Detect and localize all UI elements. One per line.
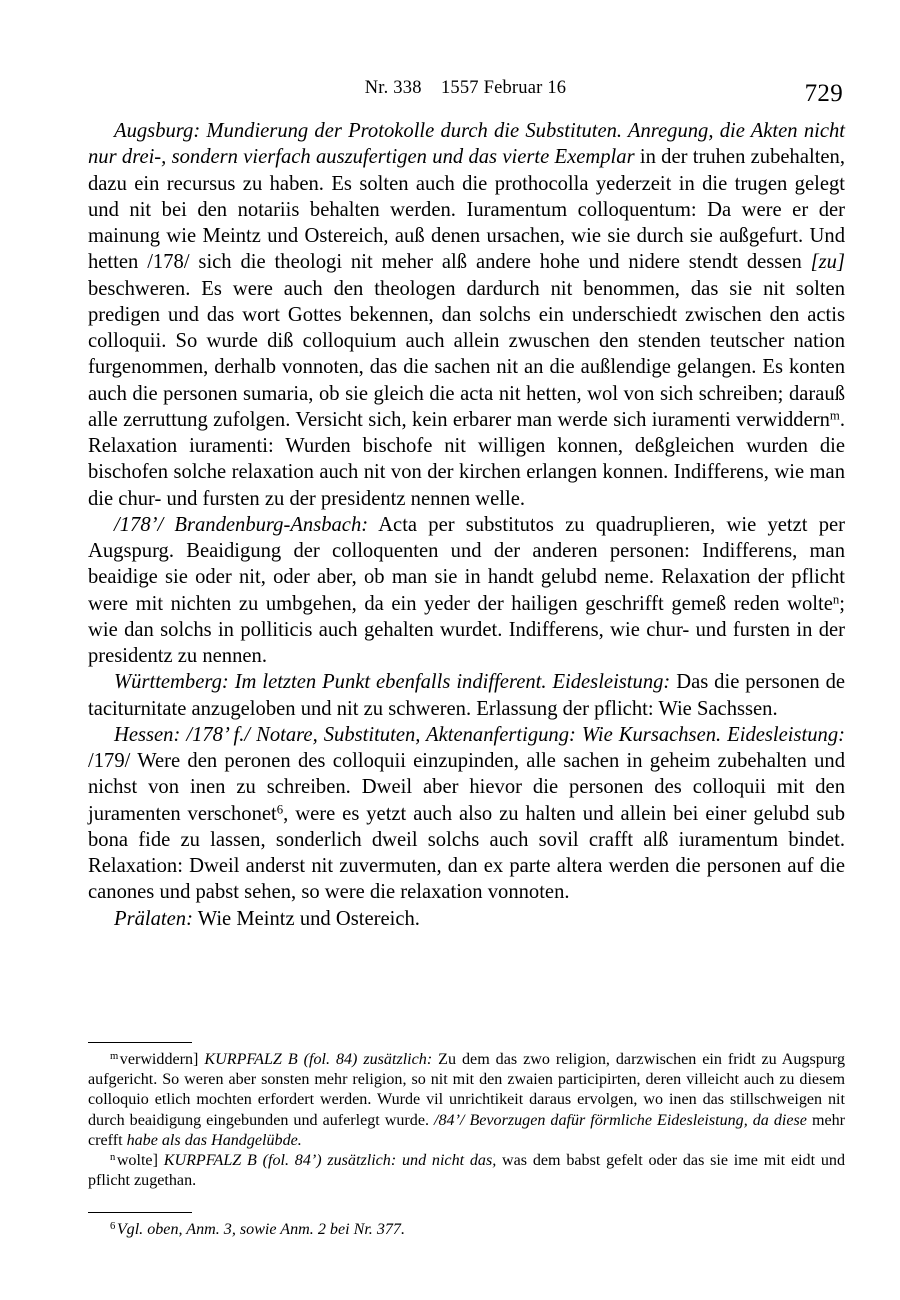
paragraph-hessen-text: /179/ Were den peronen des colloquii einzupinden, alle sachen in geheim zubehalten und nichst von inen zu schreiben. Dweil aber hievor die personen des colloquii mit den juramenten verschonet	[88, 750, 845, 825]
paragraph-augsburg-lead: Augsburg: Mundierung der Protokolle durch die Substituten. Anregung, die Akten nicht nur drei-, sondern vierfach auszufertigen und das vierte Exemplar	[88, 120, 845, 169]
paragraph-praelaten	[88, 906, 845, 932]
paragraph-augsburg	[88, 118, 845, 512]
paragraph-brandenburg-ansbach	[88, 512, 845, 670]
paragraph-wuerttemberg-lead: Württemberg: Im letzten Punkt ebenfalls indifferent. Eidesleistung:	[114, 671, 671, 694]
footnote-comment-6-text: Vgl. oben, Anm. 3, sowie Anm. 2 bei Nr. 377.	[116, 1221, 406, 1238]
footnote-comment-6	[88, 1220, 845, 1240]
footnote-variant-n-text: was dem babst gefelt oder das sie ime mit eidt und pflicht zugethan.	[88, 1152, 845, 1190]
footnote-variant-m	[88, 1050, 845, 1151]
running-head	[88, 78, 843, 107]
footnote-marker-m[interactable]: m	[829, 408, 840, 423]
paragraph-brandenburg-lead: /178’/ Brandenburg-Ansbach:	[114, 513, 369, 536]
paragraph-brandenburg-text2: ; wie dan solchs in polliticis auch gehalten wurdet. Indifferens, wie chur- und fursten in der presidentz zu nennen.	[88, 592, 845, 667]
footnote-variant-n-lemma: wolte]	[116, 1152, 158, 1170]
paragraph-praelaten-text: Wie Meintz und Ostereich.	[192, 907, 420, 930]
footnote-block-variants	[88, 1042, 845, 1191]
paragraph-hessen	[88, 722, 845, 906]
paragraph-augsburg-text3: . Relaxation iuramenti: Wurden bischofe nit willigen konnen, deßgleichen wurden die bischofen solche relaxation auch nit von der kirchen erlangen konnen. Indifferens, wie man die chur- und fursten zu der presidentz nennen welle.	[88, 408, 845, 510]
footnote-marker-6[interactable]: 6	[276, 801, 284, 816]
paragraph-wuerttemberg	[88, 669, 845, 722]
footnote-separator-rule-2	[88, 1212, 192, 1213]
footnote-variant-m-text: Zu dem das zwo religion, darzwischen ein fridt zu Augspurg aufgericht. So weren aber sonsten mehr religion, so nit mit den zwaien participirten, deren villeicht auch zu diesem colloquio etlich mochten erfordert werden. Wurde vil unrichtikeit daraus ervolgen, wo inen das stillschweigen nit durch beaidigung eingebunden und auferlegt wurde.	[88, 1051, 845, 1129]
footnote-variant-m-tail-roman: mehr crefft	[88, 1111, 846, 1149]
footnote-label-m: m	[110, 1050, 119, 1062]
running-head-title: Nr. 338 1557 Februar 16	[364, 78, 567, 98]
footnote-variant-n-source: KURPFALZ B (fol. 84’) zusätzlich: und nicht das,	[157, 1152, 497, 1170]
footnote-label-6: 6	[110, 1220, 116, 1232]
footnote-variant-m-source: KURPFALZ B (fol. 84) zusätzlich:	[198, 1051, 433, 1068]
paragraph-brandenburg-text: Acta per substitutos zu quadruplieren, wie yetzt per Augspurg. Beaidigung der colloquenten und der anderen personen: Indifferens, man beaidige sie oder nit, oder aber, ob man sie in handt gelubd neme. Relaxation der pflicht were mit nichten zu umbgehen, da ein yeder der hailigen geschrifft gemeß reden wolte	[88, 513, 845, 615]
page-number: 729	[804, 80, 843, 107]
footnote-variant-n	[88, 1151, 845, 1191]
footnote-marker-n[interactable]: n	[832, 591, 840, 606]
footnote-block-comments	[88, 1212, 845, 1240]
footnote-variant-m-tail-2: habe als das Handgelübde.	[126, 1131, 302, 1149]
paragraph-wuerttemberg-text: Das die personen de taciturnitate anzugeloben und nit zu schweren. Erlassung der pflicht: Wie Sachssen.	[88, 671, 846, 720]
paragraph-augsburg-text2: beschweren. Es were auch den theologen dardurch nit benommen, das sie nit solten predigen und das wort Gottes bekennen, dan solchs ein underschiedt zwischen den actis colloquii. So wurde diß colloquium auch allein zwuschen den stenden teutscher nation furgenommen, derhalb vonnoten, das die sachen nit an die außlendige gelangen. Es konten auch die personen sumaria, ob sie gleich die acta nit hetten, wol von sich schreiben; darauß alle zerruttung zufolgen. Versicht sich, kein erbarer man werde sich iuramenti verwiddern	[88, 277, 845, 431]
paragraph-hessen-lead: Hessen: /178’ f./ Notare, Substituten, Aktenanfertigung: Wie Kursachsen. Eidesleistung:	[114, 723, 845, 746]
footnote-variant-m-lemma: verwiddern]	[119, 1051, 199, 1068]
footnote-separator-rule	[88, 1042, 192, 1043]
body-text	[88, 118, 845, 932]
paragraph-hessen-text2: , were es yetzt auch also zu halten und allein bei einer gelubd sub bona fide zu lassen, sonderlich dweil solchs auch sovil crafft alß iuramentum bindet. Relaxation: Dweil anderst nit zuvermuten, dan ex parte altera werden die personen auf die canones und pabst sehen, so were die relaxation vonnoten.	[88, 802, 845, 904]
paragraph-praelaten-lead: Prälaten:	[114, 907, 193, 930]
footnote-variant-m-tail-1: /84’/ Bevorzugen dafür förmliche Eidesleistung, da diese	[434, 1111, 807, 1129]
paragraph-augsburg-text: in der truhen zubehalten, dazu ein recursus zu haben. Es solten auch die prothocolla yederzeit in die trugen gelegt und nit bei den notariis behalten werden. Iuramentum colloquentum: Da were er der mainung wie Meintz und Ostereich, auß denen ursachen, wie sie durch sie außgefurt. Und hetten /178/ sich die theologi nit meher alß andere hohe und nidere stendt dessen	[88, 146, 845, 274]
paragraph-augsburg-bracket: [zu]	[810, 251, 845, 274]
footnote-label-n: n	[110, 1151, 116, 1163]
